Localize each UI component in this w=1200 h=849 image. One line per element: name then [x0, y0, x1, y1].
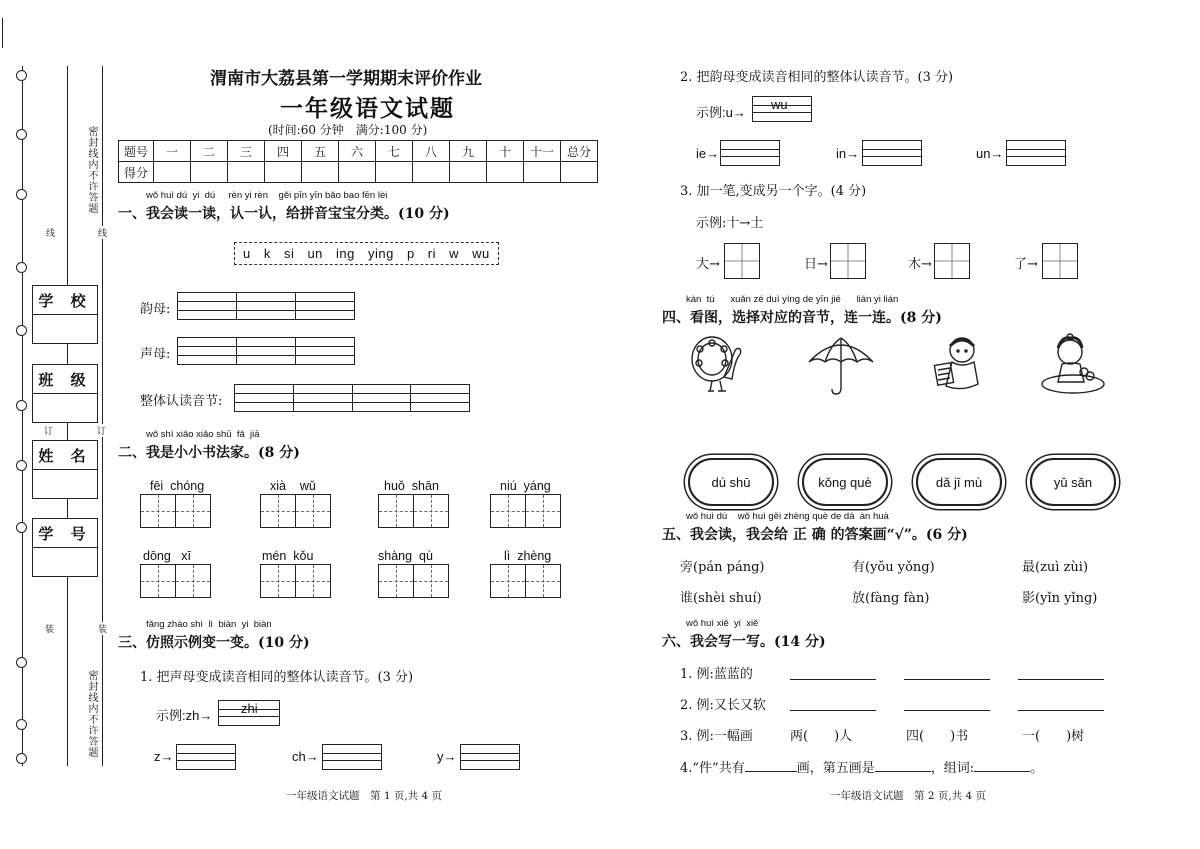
s3-example-label: 示例:zh→ — [156, 708, 213, 723]
table-cell: 四 — [265, 141, 302, 162]
binding-hole — [16, 460, 27, 471]
fifth-stroke-blank[interactable] — [875, 757, 931, 772]
q2-item-un: un→ — [976, 146, 1004, 161]
syllable-cloud[interactable]: dǎ jī mù — [916, 458, 1002, 506]
table-cell: 总分 — [561, 141, 598, 162]
name-input[interactable] — [33, 470, 97, 498]
ding-char-right: 订 — [97, 424, 106, 437]
binding-hole — [16, 129, 27, 140]
s1-title: 一、我会读一读，认一认，给拼音宝宝分类。(10 分) — [118, 206, 450, 222]
s6-line-4-b: 画，第五画是 — [796, 761, 875, 776]
binding-hole — [16, 522, 27, 533]
score-cell[interactable] — [339, 162, 376, 183]
s6-line-4-c: ，组词: — [930, 761, 975, 776]
table-cell: 得分 — [119, 162, 154, 183]
score-cell[interactable] — [265, 162, 302, 183]
binding-hole — [16, 70, 27, 81]
measure-word-blank[interactable]: 四( )书 — [906, 729, 969, 744]
s3-item-ch: ch→ — [292, 749, 319, 764]
s5-item[interactable]: 有(yǒu yǒng) — [852, 560, 935, 575]
q2-item-in: in→ — [836, 146, 860, 161]
table-cell: 九 — [450, 141, 487, 162]
line-char-right: 线 — [98, 226, 107, 239]
school-field[interactable] — [32, 285, 98, 344]
word-pinyin: shàng qù — [378, 549, 433, 563]
writing-grid[interactable] — [260, 564, 331, 598]
writing-grid[interactable] — [140, 564, 211, 598]
s6-pinyin: wǒ huì xiě yi xiě — [686, 618, 759, 629]
exam-subtitle: 一年级语文试题 — [280, 95, 455, 122]
s5-title: 五、我会读，我会给 正 确 的答案画“√”。(6 分) — [662, 527, 968, 543]
answer-blank[interactable] — [1018, 679, 1104, 680]
binding-hole — [16, 262, 27, 273]
writing-grid[interactable] — [140, 494, 211, 528]
tianzige-box[interactable] — [724, 243, 760, 279]
zhuang-char-left: 装 — [45, 625, 55, 635]
q3-title: 3. 加一笔,变成另一个字。(4 分) — [680, 184, 867, 199]
table-cell: 十 — [487, 141, 524, 162]
score-table-score-row[interactable] — [119, 162, 598, 183]
school-input[interactable] — [33, 315, 97, 343]
student-id-label: 学 号 — [33, 519, 97, 548]
write-grid[interactable] — [176, 744, 236, 770]
syllable-cloud[interactable]: kǒng què — [802, 458, 888, 506]
s1-pinyin: wǒ huì dú yi dú rèn yi rèn gěi pīn yīn bǎo bao fēn lèi — [146, 190, 388, 201]
s6-line-4-a: 4.“件”共有 — [680, 761, 745, 776]
q3-item-2: 日→ — [804, 257, 828, 272]
score-cell[interactable] — [376, 162, 413, 183]
s3-example-answer: zhi — [241, 701, 258, 716]
answer-blank[interactable] — [790, 710, 876, 711]
writing-grid[interactable] — [260, 494, 331, 528]
score-cell[interactable] — [191, 162, 228, 183]
s3-q1-title: 1. 把声母变成读音相同的整体认读音节。(3 分) — [140, 670, 414, 685]
s5-pinyin: wǒ huì dú wǒ huì gěi zhèng què de dá àn huà — [686, 511, 889, 522]
stroke-count-blank[interactable] — [745, 757, 797, 772]
answer-blank[interactable] — [904, 710, 990, 711]
shengmu-write-grid[interactable] — [177, 337, 355, 365]
footer-page-1: 一年级语文试题 第 1 页,共 4 页 — [286, 790, 443, 802]
table-cell: 三 — [228, 141, 265, 162]
score-cell[interactable] — [524, 162, 561, 183]
exam-title: 渭南市大荔县第一学期期末评价作业 — [210, 69, 482, 89]
writing-grid[interactable] — [378, 564, 449, 598]
word-pinyin: niú yáng — [500, 479, 551, 493]
s6-line-4 — [680, 757, 1043, 776]
girl-sitting-picture — [1040, 332, 1106, 396]
word-pinyin: huǒ shān — [384, 479, 439, 493]
s5-item[interactable]: 最(zuì zùi) — [1022, 560, 1089, 575]
q3-item-4: 了→ — [1014, 257, 1038, 272]
s3-item-y: y→ — [437, 749, 457, 764]
word-blank[interactable] — [974, 757, 1030, 772]
child-reading-picture — [930, 334, 988, 394]
s3-title: 三、仿照示例变一变。(10 分) — [118, 635, 310, 651]
s5-item[interactable]: 影(yǐn yǐng) — [1022, 591, 1098, 606]
s5-item[interactable]: 谁(shèi shuí) — [680, 591, 762, 606]
binding-hole — [16, 753, 27, 764]
edge-mark — [2, 18, 3, 48]
student-id-field[interactable] — [32, 518, 98, 577]
footer-page-2: 一年级语文试题 第 2 页,共 4 页 — [830, 790, 987, 802]
tianzige-box[interactable] — [1042, 243, 1078, 279]
s6-line-4-d: 。 — [1030, 761, 1044, 776]
word-pinyin: xià wǔ — [270, 479, 316, 493]
word-pinyin: fēi chóng — [150, 479, 205, 493]
tianzige-box[interactable] — [830, 243, 866, 279]
table-cell: 一 — [154, 141, 191, 162]
syllable-cloud[interactable]: yǔ sǎn — [1030, 458, 1116, 506]
syllable-cloud[interactable]: dú shū — [688, 458, 774, 506]
zhengti-label: 整体认读音节: — [140, 394, 223, 409]
q2-example-label: 示例:u→ — [696, 105, 746, 120]
s4-title: 四、看图，选择对应的音节，连一连。(8 分) — [662, 310, 942, 326]
writing-grid[interactable] — [490, 494, 561, 528]
ding-char-left: 订 — [44, 427, 54, 437]
write-grid[interactable] — [1006, 140, 1066, 166]
exam-meta: (时间:60 分钟 满分:100 分) — [268, 123, 428, 137]
zhengti-write-grid[interactable] — [234, 384, 470, 412]
shengmu-label: 声母: — [140, 347, 171, 362]
binding-hole — [16, 719, 27, 730]
score-cell[interactable] — [154, 162, 191, 183]
line-char-left: 线 — [46, 229, 56, 239]
q2-example-grid — [752, 96, 812, 122]
binding-hole — [16, 400, 27, 411]
write-grid[interactable] — [460, 744, 520, 770]
q3-item-3: 木→ — [908, 257, 932, 272]
score-cell[interactable] — [561, 162, 598, 183]
word-pinyin: dōng xī — [143, 549, 191, 563]
s6-title: 六、我会写一写。(14 分) — [662, 634, 826, 650]
peacock-picture — [690, 333, 748, 397]
q3-item-1: 大→ — [696, 257, 720, 272]
binding-hole — [16, 657, 27, 668]
zhuang-char-right: 装 — [98, 622, 107, 635]
table-cell: 八 — [413, 141, 450, 162]
school-label: 学 校 — [33, 286, 97, 315]
score-cell[interactable] — [228, 162, 265, 183]
word-pinyin: mén kǒu — [262, 549, 314, 563]
student-id-input[interactable] — [33, 548, 97, 576]
binding-hole — [16, 325, 27, 336]
yunmu-label: 韵母: — [140, 302, 171, 317]
s6-line-1-label: 1. 例:蓝蓝的 — [680, 667, 753, 682]
q3-example: 示例:十→土 — [696, 216, 764, 231]
pinyin-letter-box: u k si un ing ying p ri w wu — [234, 242, 499, 265]
s5-item[interactable]: 放(fàng fàn) — [852, 591, 930, 606]
writing-grid[interactable] — [378, 494, 449, 528]
word-pinyin: lì zhèng — [504, 549, 552, 563]
binding-notice-bottom: 密封线内不许答题 — [86, 670, 97, 758]
binding-hole — [16, 189, 27, 200]
writing-grid[interactable] — [490, 564, 561, 598]
table-cell: 十一 — [524, 141, 561, 162]
answer-blank[interactable] — [1018, 710, 1104, 711]
umbrella-picture — [806, 334, 876, 396]
write-grid[interactable] — [720, 140, 780, 166]
score-table — [118, 140, 598, 183]
s3-item-z: z→ — [154, 749, 174, 764]
table-cell: 二 — [191, 141, 228, 162]
s5-item[interactable]: 旁(pán páng) — [680, 560, 765, 575]
class-label: 班 级 — [33, 365, 97, 394]
name-label: 姓 名 — [33, 441, 97, 470]
s3-example-grid — [218, 700, 280, 726]
binding-line-3 — [102, 66, 103, 766]
s3-pinyin: fǎng zhào shì lì biàn yi biàn — [146, 619, 272, 630]
name-field[interactable] — [32, 440, 98, 499]
tianzige-box[interactable] — [934, 243, 970, 279]
measure-word-blank[interactable]: 一( )树 — [1022, 729, 1085, 744]
q2-example-answer: wu — [771, 97, 788, 112]
measure-word-blank[interactable]: 两( )人 — [790, 729, 853, 744]
s6-line-3-label: 3. 例:一幅画 — [680, 729, 753, 744]
s4-pinyin: kàn tú xuǎn zé duì yìng de yīn jié lián yi lián — [686, 294, 899, 305]
table-cell: 五 — [302, 141, 339, 162]
q2-title: 2. 把韵母变成读音相同的整体认读音节。(3 分) — [680, 70, 954, 85]
answer-blank[interactable] — [904, 679, 990, 680]
s6-line-2-label: 2. 例:又长又软 — [680, 698, 766, 713]
write-grid[interactable] — [322, 744, 382, 770]
table-cell: 题号 — [119, 141, 154, 162]
score-cell[interactable] — [413, 162, 450, 183]
score-cell[interactable] — [487, 162, 524, 183]
score-cell[interactable] — [450, 162, 487, 183]
s2-pinyin: wǒ shì xiǎo xiǎo shū fǎ jiā — [146, 429, 260, 440]
answer-blank[interactable] — [790, 679, 876, 680]
score-table-header-row — [119, 141, 598, 162]
table-cell: 六 — [339, 141, 376, 162]
q2-item-ie: ie→ — [696, 146, 720, 161]
table-cell: 七 — [376, 141, 413, 162]
class-input[interactable] — [33, 394, 97, 422]
s2-title: 二、我是小小书法家。(8 分) — [118, 445, 300, 461]
write-grid[interactable] — [862, 140, 922, 166]
class-field[interactable] — [32, 364, 98, 423]
yunmu-write-grid[interactable] — [177, 292, 355, 320]
binding-notice-top: 密封线内不许答题 — [86, 126, 97, 214]
score-cell[interactable] — [302, 162, 339, 183]
